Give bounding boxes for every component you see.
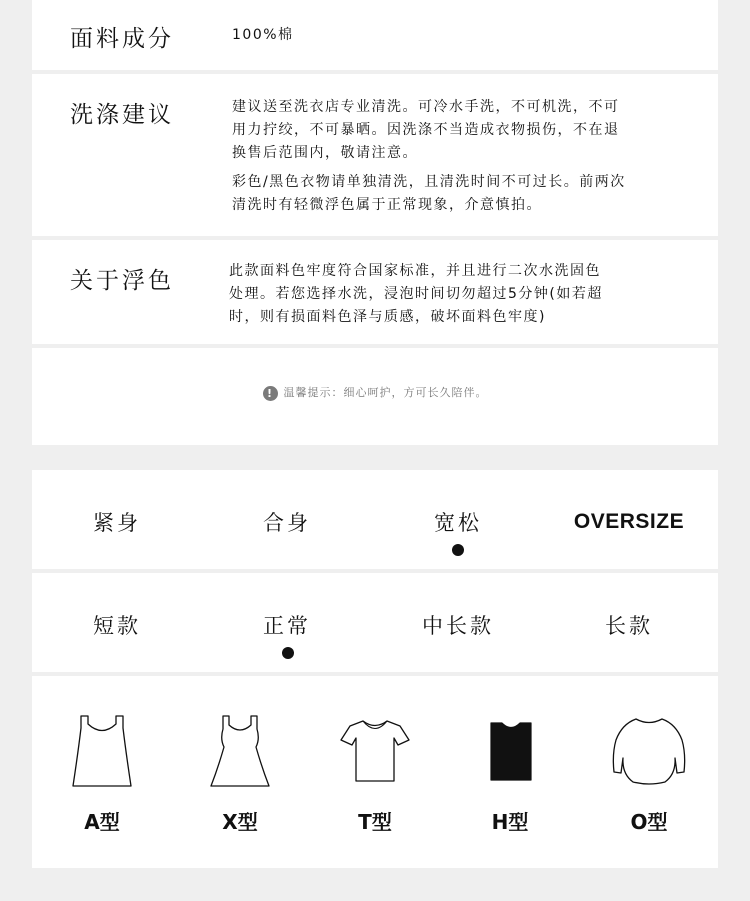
silhouette-label-t: T型 (358, 810, 392, 834)
fabric-panel (32, 0, 718, 70)
a-line-dress-icon (70, 713, 134, 789)
silhouette-label-o: O型 (630, 810, 668, 834)
t-shirt-icon (338, 718, 412, 784)
tip-text: 温馨提示：细心呵护，方可长久陪伴。 (283, 386, 488, 399)
length-selected-dot (282, 647, 294, 659)
silhouette-label-a: A型 (84, 810, 120, 834)
tip-panel (32, 348, 718, 445)
washing-line: 建议送至洗衣店专业清洗。可冷水手洗，不可机洗，不可 (232, 99, 620, 115)
length-option-mid-long: 中长款 (422, 614, 494, 638)
fading-line: 此款面料色牢度符合国家标准，并且进行二次水洗固色 (229, 263, 601, 279)
length-panel (32, 573, 718, 672)
fading-line: 处理。若您选择水洗，浸泡时间切勿超过5分钟(如若超 (229, 286, 603, 302)
silhouette-label-h: H型 (491, 810, 529, 834)
length-option-short: 短款 (93, 614, 141, 638)
tip-line (32, 384, 718, 401)
washing-line: 清洗时有轻微浮色属于正常现象，介意慎拍。 (232, 197, 542, 213)
fading-text (229, 260, 603, 329)
silhouette-panel (32, 676, 718, 868)
h-line-top-icon (488, 720, 534, 782)
fit-option-regular: 合身 (263, 511, 311, 535)
silhouette-label-x: X型 (222, 810, 258, 834)
fabric-title: 面料成分 (70, 26, 174, 52)
fit-selected-dot (452, 544, 464, 556)
fading-line: 时，则有损面料色泽与质感，破坏面料色牢度) (229, 309, 546, 325)
fit-option-tight: 紧身 (93, 511, 141, 535)
washing-title: 洗涤建议 (70, 102, 174, 128)
exclamation-icon: ! (263, 386, 278, 401)
washing-line: 彩色/黑色衣物请单独清洗，且清洗时间不可过长。前两次 (232, 174, 626, 190)
x-line-dress-icon (208, 713, 272, 789)
o-line-top-icon (610, 716, 688, 786)
fit-panel (32, 470, 718, 569)
washing-line: 用力拧绞，不可暴晒。因洗涤不当造成衣物损伤，不在退 (232, 122, 620, 138)
washing-line: 换售后范围内，敬请注意。 (232, 145, 418, 161)
washing-panel (32, 74, 718, 236)
fabric-value: 100%棉 (232, 27, 294, 43)
washing-text (232, 96, 626, 217)
fading-panel (32, 240, 718, 344)
length-option-long: 长款 (605, 614, 653, 638)
length-option-normal: 正常 (263, 614, 311, 638)
fit-option-loose: 宽松 (434, 511, 482, 535)
fading-title: 关于浮色 (70, 268, 174, 294)
fit-option-oversize: OVERSIZE (573, 510, 685, 533)
